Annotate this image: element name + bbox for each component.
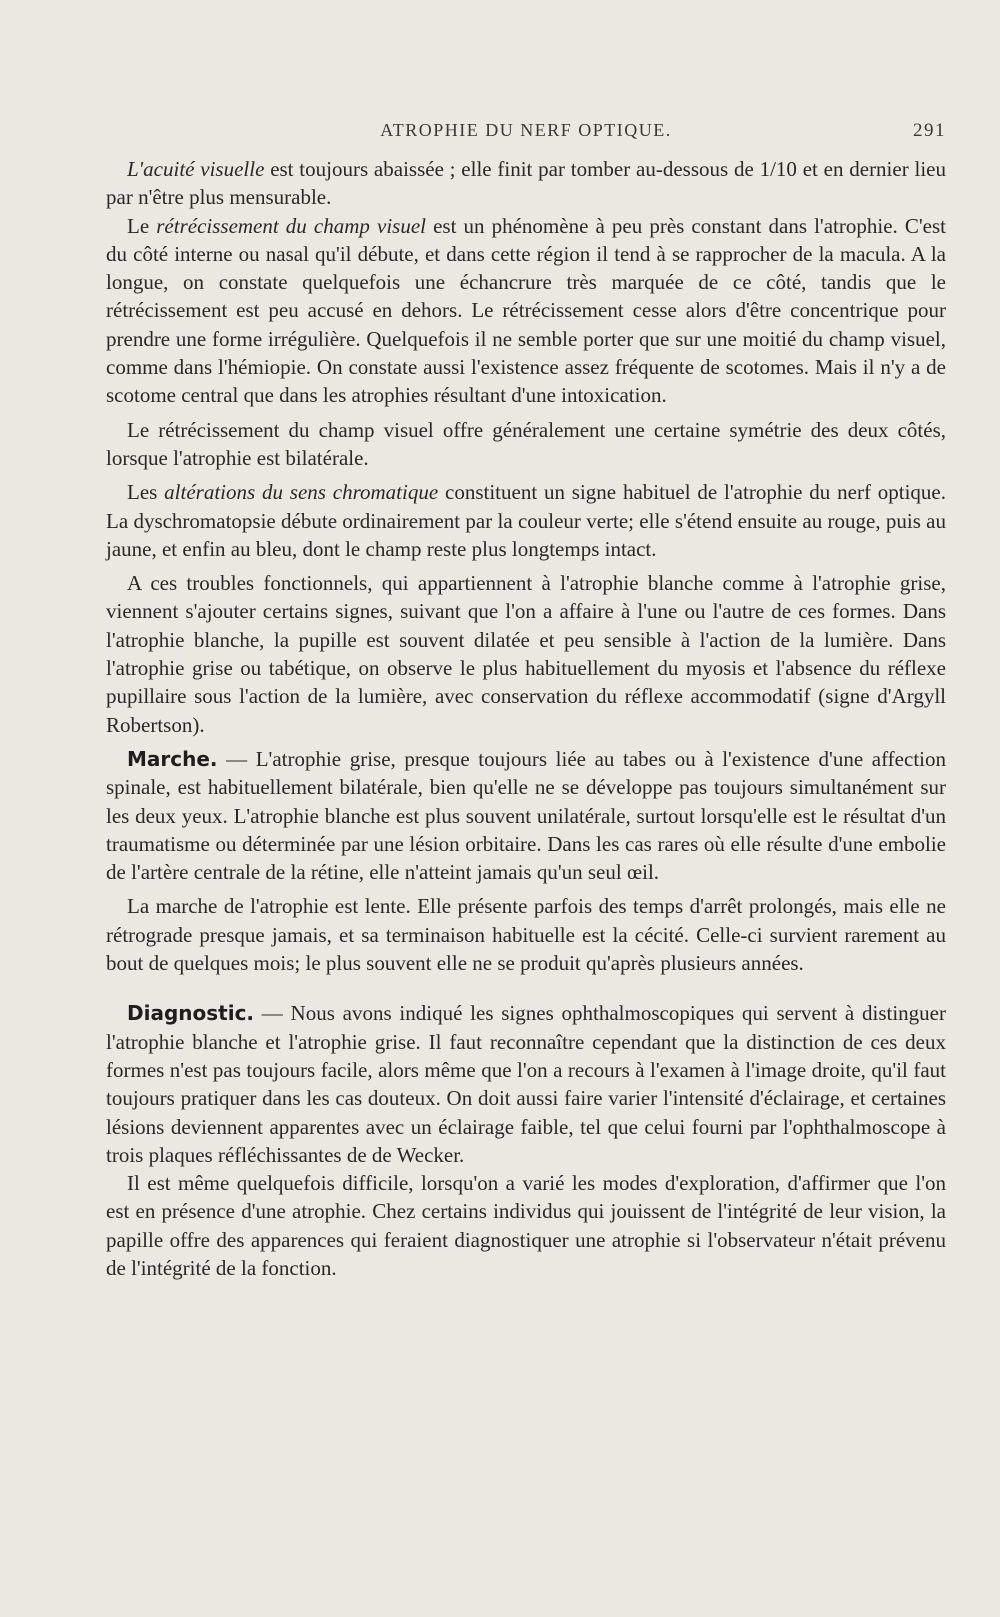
section-diagnostic (106, 999, 946, 1169)
section-heading-diagnostic: Diagnostic. (127, 1001, 255, 1026)
paragraph-text: Le rétrécissement du champ visuel offre généralement une certaine symétrie des deux côtés, lorsque l'atrophie est bilatérale. (106, 417, 946, 470)
paragraph-troubles-fonctionnels (106, 569, 946, 739)
italic-term: rétrécissement du champ visuel (156, 213, 426, 238)
paragraph-lead: Le (127, 213, 157, 238)
italic-term: L'acuité visuelle (127, 157, 265, 181)
paragraph-text: est un phénomène à peu près constant dans l'atrophie. C'est du côté interne ou nasal qu'il débute, et dans cette région il tend à se rapprocher de la macula. A la longue, on constate quelquefois une échancrure très marquée de ce côté, tandis que le rétrécissement est peu accusé en dehors. Le rétrécissement cesse alors d'être concentrique pour prendre une forme irrégulière. Quelquefois il ne semble porter que sur une moitié du champ visuel, comme dans l'hémiopie. On constate aussi l'existence assez fréquente de scotomes. Mais il n'y a de scotome central que dans les atrophies résultant d'une intoxication. (106, 213, 946, 408)
section-heading-marche: Marche. (127, 746, 218, 771)
page-body (106, 155, 946, 1282)
paragraph-lead: Les (127, 480, 165, 505)
italic-term: altérations du sens chromatique (164, 480, 439, 505)
paragraph-text: A ces troubles fonctionnels, qui appartiennent à l'atrophie blanche comme à l'atrophie grise, viennent s'ajouter certains signes, suivant que l'on a affaire à l'une ou l'autre de ces formes. Dans l'atrophie blanche, la pupille est souvent dilatée et peu sensible à l'action de la lumière. Dans l'atrophie grise ou tabétique, on observe le plus habituellement du myosis et l'absence du réflexe pupillaire sous l'action de la lumière, avec conservation du réflexe accommodatif (signe d'Argyll Robertson). (106, 571, 946, 737)
paragraph-text: Il est même quelquefois difficile, lorsqu'on a varié les modes d'exploration, d'affirmer que l'on est en présence d'une atrophie. Chez certains individus qui jouissent de l'intégrité de leur vision, la papille offre des apparences qui feraient diagnostiquer une atrophie si l'observateur n'était prévenu de l'intégrité de la fonction. (106, 1171, 946, 1280)
page-number: 291 (913, 120, 946, 141)
paragraph-marche-lente (106, 892, 946, 977)
paragraph-diagnostic-difficile (106, 1169, 946, 1282)
paragraph-sens-chromatique (106, 478, 946, 563)
paragraph-acuite-visuelle (106, 155, 946, 212)
section-marche (106, 745, 946, 886)
paragraph-text: est toujours abaissée ; elle finit par tomber au-dessous de 1/10 et en dernier lieu par n'être plus mensurable. (106, 157, 946, 210)
paragraph-text: — L'atrophie grise, presque toujours liée au tabes ou à l'existence d'une affection spinale, est habituellement bilatérale, bien qu'elle ne se développe pas toujours simultanément sur les deux yeux. L'atrophie blanche est plus souvent unilatérale, surtout lorsqu'elle est le résultat d'un traumatisme ou déterminée par une lésion orbitaire. Dans les cas rares où elle résulte d'une embolie de l'artère centrale de la rétine, elle n'atteint jamais qu'un seul œil. (106, 746, 946, 885)
paragraph-text: — Nous avons indiqué les signes ophthalmoscopiques qui servent à distinguer l'atrophie blanche et l'atrophie grise. Il faut reconnaître cependant que la distinction de ces deux formes n'est pas toujours facile, alors même que l'on a recours à l'examen à l'image droite, qu'il faut toujours pratiquer dans les cas douteux. On doit aussi faire varier l'intensité d'éclairage, et certaines lésions deviennent apparentes avec un éclairage faible, tel que celui fourni par l'ophthalmoscope à trois plaques réfléchissantes de de Wecker. (106, 1001, 946, 1167)
paragraph-text: constituent un signe habituel de l'atrophie du nerf optique. La dyschromatopsie débute ordinairement par la couleur verte; elle s'étend ensuite au rouge, puis au jaune, et enfin au bleu, dont le champ reste plus longtemps intact. (106, 480, 946, 561)
paragraph-symetrie (106, 416, 946, 473)
page-header (106, 120, 946, 142)
running-title: ATROPHIE DU NERF OPTIQUE. (380, 120, 672, 140)
paragraph-champ-visuel (106, 212, 946, 410)
paragraph-text: La marche de l'atrophie est lente. Elle présente parfois des temps d'arrêt prolongés, mais elle ne rétrograde presque jamais, et sa terminaison habituelle est la cécité. Celle-ci survient rarement au bout de quelques mois; le plus souvent elle ne se produit qu'après plusieurs années. (106, 894, 946, 976)
